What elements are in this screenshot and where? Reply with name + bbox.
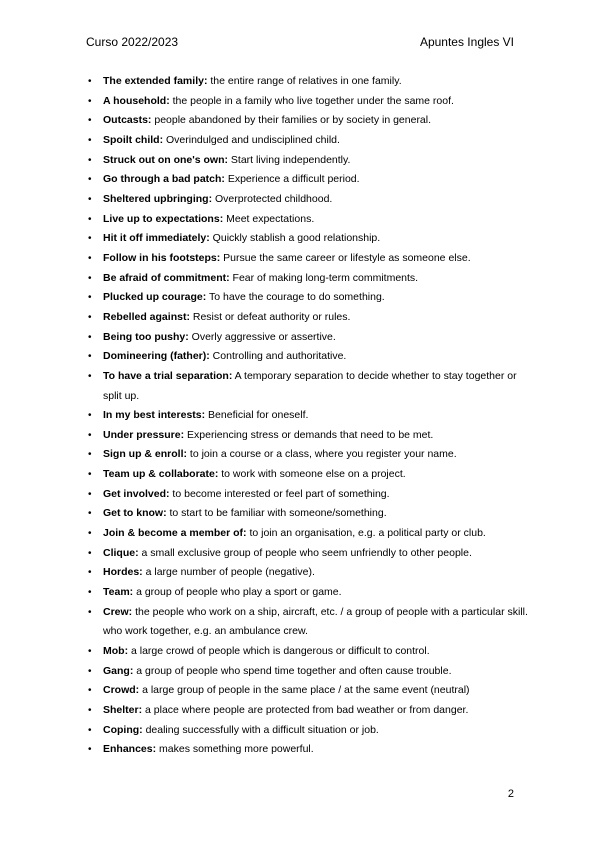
definition: to become interested or feel part of something. [169, 487, 390, 500]
list-item [88, 603, 529, 642]
term: Follow in his footsteps: [103, 251, 221, 264]
definition: people abandoned by their families or by society in general. [151, 114, 432, 127]
bullet-icon: • [88, 587, 92, 599]
bullet-icon: • [88, 193, 92, 205]
term: Hit it off immediately: [103, 232, 210, 245]
definition: Overprotected childhood. [212, 192, 333, 205]
term: Team: [103, 586, 134, 599]
term: Being too pushy: [103, 330, 189, 343]
bullet-icon: • [88, 370, 92, 382]
definition: a group of people who play a sport or game. [133, 586, 342, 599]
definition: A temporary separation to decide whether to stay together or split up. [103, 369, 517, 402]
definition: Start living independently. [228, 153, 351, 166]
bullet-icon: • [88, 567, 92, 579]
definition: a small exclusive group of people who seem unfriendly to other people. [138, 546, 472, 559]
bullet-icon: • [88, 154, 92, 166]
list-item [88, 465, 529, 485]
list-item [88, 72, 529, 92]
term: To have a trial separation: [103, 369, 233, 382]
bullet-icon: • [88, 134, 92, 146]
term: Be afraid of commitment: [103, 271, 230, 284]
definition: the people who work on a ship, aircraft, etc. / a group of people with a particular skill. who work together, e.g. an ambulance crew. [103, 605, 528, 638]
term: Spoilt child: [103, 133, 164, 146]
bullet-icon: • [88, 488, 92, 500]
list-item [88, 229, 529, 249]
definition: a place where people are protected from bad weather or from danger. [142, 704, 469, 716]
definition: Meet expectations. [223, 212, 315, 225]
list-item [88, 721, 529, 741]
list-item [88, 249, 529, 269]
term: Mob: [103, 645, 129, 658]
list-item [88, 288, 529, 308]
term: Enhances: [103, 743, 157, 756]
definition: a large group of people in the same place / at the same event (neutral) [139, 684, 470, 697]
definition: Pursue the same career or lifestyle as someone else. [220, 251, 471, 264]
bullet-icon: • [88, 272, 92, 284]
definition: a large crowd of people which is dangerous or difficult to control. [128, 645, 430, 658]
bullet-icon: • [88, 311, 92, 323]
term: Clique: [103, 546, 139, 559]
term: Under pressure: [103, 428, 185, 441]
list-item [88, 504, 529, 524]
definition: to work with someone else on a project. [218, 468, 406, 481]
definition: to join an organisation, e.g. a political party or club. [246, 527, 486, 540]
term: In my best interests: [103, 409, 206, 422]
list-item [88, 740, 529, 760]
bullet-icon: • [88, 724, 92, 736]
list-item [88, 426, 529, 446]
bullet-icon: • [88, 547, 92, 559]
term: Get to know: [103, 507, 167, 520]
term: Coping: [103, 723, 143, 736]
bullet-icon: • [88, 429, 92, 441]
list-item [88, 445, 529, 465]
term: Shelter: [103, 704, 143, 716]
term: The extended family: [103, 75, 208, 87]
bullet-icon: • [88, 174, 92, 186]
vocabulary-list [88, 72, 529, 760]
definition: Resist or defeat authority or rules. [189, 310, 351, 323]
list-item [88, 701, 529, 721]
term: Crew: [103, 605, 133, 618]
bullet-icon: • [88, 528, 92, 540]
header-title: Apuntes Ingles VI [419, 35, 514, 49]
list-item [88, 210, 529, 230]
bullet-icon: • [88, 95, 92, 107]
list-item [88, 111, 529, 131]
bullet-icon: • [88, 331, 92, 343]
definition: a group of people who spend time together and often cause trouble. [133, 664, 452, 677]
list-item [88, 662, 529, 682]
list-item [88, 92, 529, 112]
definition: Experiencing stress or demands that need to be met. [184, 428, 434, 441]
list-item [88, 524, 529, 544]
definition: makes something more powerful. [156, 743, 314, 756]
term: Go through a bad patch: [103, 173, 225, 186]
term: Domineering (father): [103, 350, 210, 363]
term: Team up & collaborate: [103, 468, 219, 481]
list-item [88, 190, 529, 210]
term: Plucked up courage: [103, 291, 207, 304]
definition: Overindulged and undisciplined child. [163, 133, 340, 146]
definition: to start to be familiar with someone/something. [166, 507, 387, 520]
bullet-icon: • [88, 76, 92, 87]
bullet-icon: • [88, 469, 92, 481]
bullet-icon: • [88, 606, 92, 618]
list-item [88, 328, 529, 348]
bullet-icon: • [88, 705, 92, 716]
bullet-icon: • [88, 685, 92, 697]
definition: to join a course or a class, where you register your name. [187, 448, 457, 461]
bullet-icon: • [88, 646, 92, 658]
term: Outcasts: [103, 114, 152, 127]
definition: Experience a difficult period. [224, 173, 360, 186]
term: Crowd: [103, 684, 140, 697]
term: Sign up & enroll: [103, 448, 187, 461]
bullet-icon: • [88, 292, 92, 304]
list-item [88, 406, 529, 426]
term: Sheltered upbringing: [103, 192, 213, 205]
list-item [88, 642, 529, 662]
bullet-icon: • [88, 449, 92, 461]
term: Live up to expectations: [103, 212, 224, 225]
term: Hordes: [103, 566, 143, 579]
bullet-icon: • [88, 508, 92, 520]
bullet-icon: • [88, 115, 92, 127]
definition: Controlling and authoritative. [209, 350, 347, 363]
bullet-icon: • [88, 252, 92, 264]
term: Rebelled against: [103, 310, 190, 323]
bullet-icon: • [88, 665, 92, 677]
definition: the entire range of relatives in one family. [207, 75, 402, 87]
term: Get involved: [103, 487, 170, 500]
list-item [88, 485, 529, 505]
list-item [88, 583, 529, 603]
list-item [88, 131, 529, 151]
term: Join & become a member of: [103, 527, 247, 540]
bullet-icon: • [88, 410, 92, 422]
bullet-icon: • [88, 233, 92, 245]
list-item [88, 544, 529, 564]
bullet-icon: • [88, 213, 92, 225]
definition: Fear of making long-term commitments. [229, 271, 419, 284]
definition: Beneficial for oneself. [205, 409, 309, 422]
list-item [88, 681, 529, 701]
list-item [88, 308, 529, 328]
list-item [88, 563, 529, 583]
definition: Quickly stablish a good relationship. [209, 232, 381, 245]
definition: Overly aggressive or assertive. [188, 330, 336, 343]
definition: a large number of people (negative). [142, 566, 315, 579]
definition: dealing successfully with a difficult situation or job. [142, 723, 379, 736]
list-item [88, 269, 529, 289]
bullet-icon: • [88, 351, 92, 363]
list-item [88, 347, 529, 367]
header-course: Curso 2022/2023 [86, 35, 179, 49]
term: Struck out on one's own: [103, 153, 228, 166]
page-number: 2 [507, 788, 514, 800]
definition: the people in a family who live together under the same roof. [169, 94, 454, 107]
term: A household: [103, 94, 170, 107]
bullet-icon: • [88, 744, 92, 756]
list-item [88, 367, 529, 406]
list-item [88, 151, 529, 171]
list-item [88, 170, 529, 190]
definition: To have the courage to do something. [206, 291, 385, 304]
term: Gang: [103, 664, 134, 677]
